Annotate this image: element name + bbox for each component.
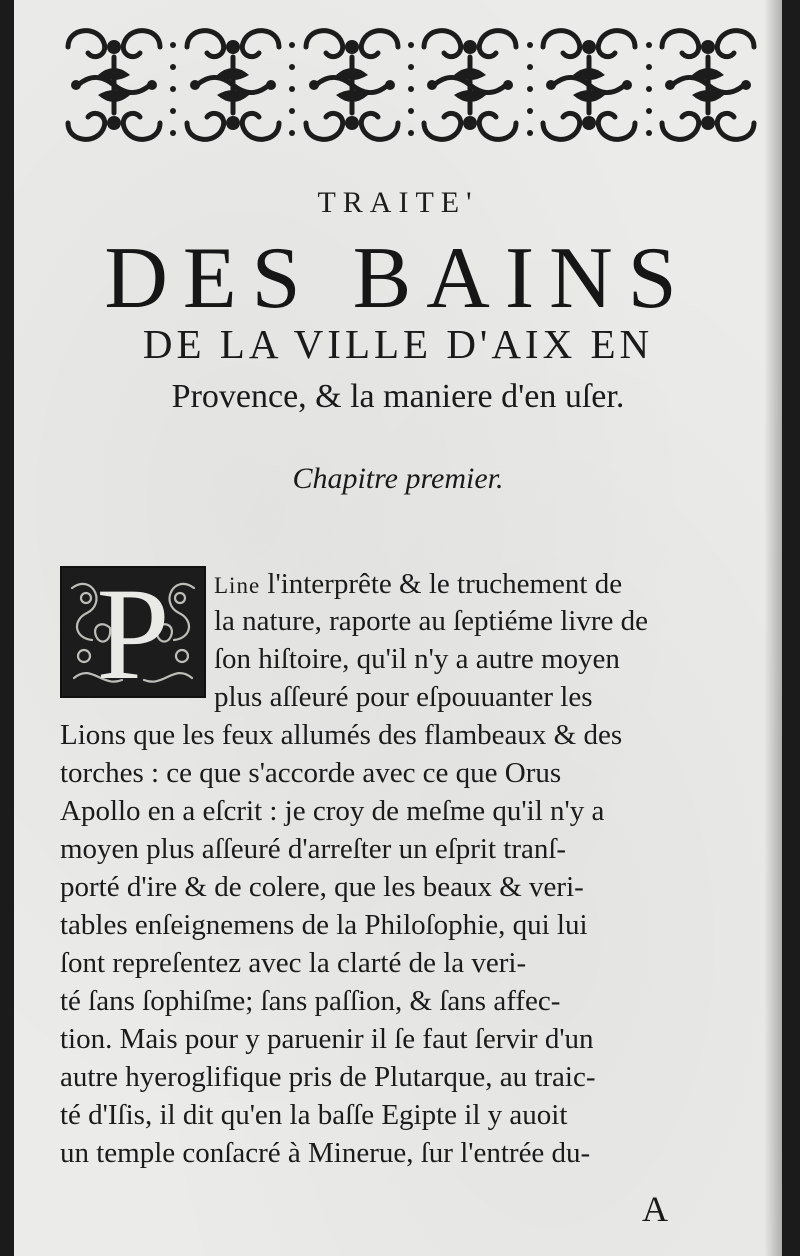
fleuron-icon xyxy=(533,17,645,153)
ornament-divider-icon xyxy=(408,25,414,145)
body-line: Apollo en a eſcrit : je croy de meſme qu'il n'y a xyxy=(60,795,605,827)
ornament-divider-icon xyxy=(646,25,652,145)
body-line: ſon hiſtoire, qu'il n'y a autre moyen xyxy=(214,643,620,675)
fleuron-icon xyxy=(414,17,526,153)
decorated-initial-p-icon xyxy=(60,560,206,707)
body-line: ſont repreſentez avec la clarté de la veri- xyxy=(60,947,527,979)
page-edge-shadow xyxy=(764,0,782,1256)
lead-smallcaps-word: Line xyxy=(214,573,261,598)
fleuron-icon xyxy=(58,17,170,153)
body-line: tables enſeignemens de la Philoſophie, qui lui xyxy=(60,909,588,941)
title-line-des-bains: DES BAINS xyxy=(104,230,692,327)
fleuron-icon xyxy=(296,17,408,153)
signature-mark: A xyxy=(642,1189,668,1229)
lead-rest: l'interprête & le truchement de xyxy=(260,568,623,600)
title-line-provence: Provence, & la maniere d'en uſer. xyxy=(171,378,625,415)
title-line-ville-aix: DE LA VILLE D'AIX EN xyxy=(142,321,654,367)
drop-cap-letter: P xyxy=(96,560,170,707)
body-line: plus aſſeuré pour eſpouuanter les xyxy=(214,681,593,713)
body-line: la nature, raporte au ſeptiéme livre de xyxy=(214,605,648,637)
body-line-lead xyxy=(214,568,622,601)
ornament-divider-icon xyxy=(289,25,295,145)
body-line: moyen plus aſſeuré d'arreſter un eſprit tranſ- xyxy=(60,833,567,865)
title-line-traite: TRAITE' xyxy=(317,186,479,219)
body-line: autre hyeroglifique pris de Plutarque, au traic- xyxy=(60,1061,596,1093)
ornament-divider-icon xyxy=(527,25,533,145)
floral-ornament-band xyxy=(58,14,764,156)
fleuron-icon xyxy=(177,17,289,153)
body-line: tion. Mais pour y paruenir il ſe faut ſervir d'un xyxy=(60,1023,594,1055)
body-line: té ſans ſophiſme; ſans paſſion, & ſans affec- xyxy=(60,985,561,1017)
book-page xyxy=(14,0,782,1256)
body-line: té d'Iſis, il dit qu'en la baſſe Egipte il y auoit xyxy=(60,1099,568,1131)
body-line: un temple conſacré à Minerue, ſur l'entrée du- xyxy=(60,1137,591,1169)
chapter-heading: Chapitre premier. xyxy=(292,462,504,495)
fleuron-icon xyxy=(652,17,764,153)
body-line: Lions que les feux allumés des flambeaux & des xyxy=(60,719,623,751)
body-line: torches : ce que s'accorde avec ce que Orus xyxy=(60,757,562,789)
body-line: porté d'ire & de colere, que les beaux & veri- xyxy=(60,871,584,903)
ornament-divider-icon xyxy=(170,25,176,145)
